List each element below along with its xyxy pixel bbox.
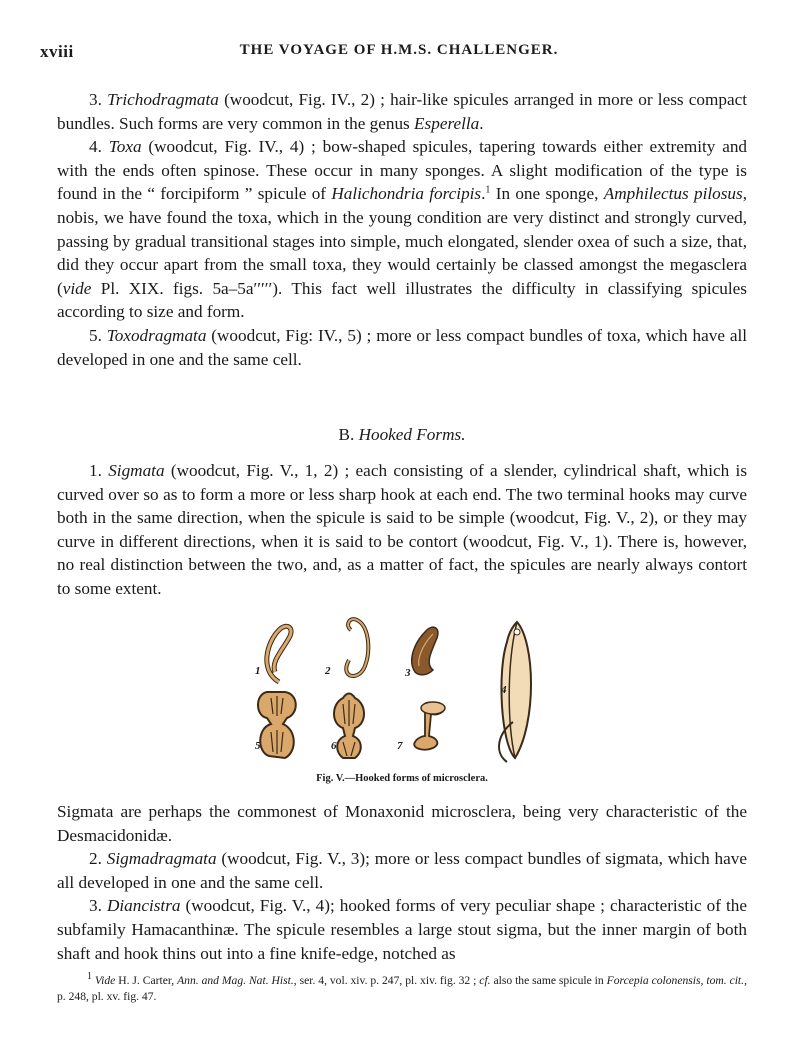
text-block-sigmata xyxy=(57,459,747,601)
paragraph-sigmata: 1. Sigmata (woodcut, Fig. V., 1, 2) ; each consisting of a slender, cylindrical shaft, which is curved over so as to form a more or less sharp hook at each end. The two terminal hooks may curve both in the same direction, when the spicule is said to be simple (woodcut, Fig. V., 2), or they may curve in different directions, when it is said to be contort (woodcut, Fig. V., 1). There is, however, no real distinction between the two, and, as a matter of fact, the spicules are nearly always contort to some extent. xyxy=(57,461,748,598)
paragraph-toxa: 4. Toxa (woodcut, Fig. IV., 4) ; bow-shaped spicules, tapering towards either extremity and with the ends often spinose. These occur in many sponges. A slight modification of the type is found in the “ forcipiform ” spicule of Halichondria forcipis.$^1$ In one sponge, Amphilectus pilosus, nobis, we have found the toxa, which in the young condition are very distinct and strongly curved, passing by gradual transitional stages into simple, much elongated, slender oxea of such a size, that, did they occur apart from the small toxa, they would certainly be classed amongst the megasclera (vide Pl. XIX. figs. 5a–5a′′′′′). This fact well illustrates the difficulty in classifying spicules according to size and form. xyxy=(57,137,748,322)
figure-label-3: 3 xyxy=(405,667,411,679)
figure-label-5: 5 xyxy=(255,740,261,752)
figure-label-2: 2 xyxy=(325,665,331,677)
paragraph-sigmadragmata: 2. Sigmadragmata (woodcut, Fig. V., 3); more or less compact bundles of sigmata, which have all developed in one and the same cell. xyxy=(57,849,747,892)
text-block-toxa xyxy=(57,88,747,371)
figure-label-1: 1 xyxy=(255,665,261,677)
spicule-3 xyxy=(412,627,438,675)
paragraph-trichodragmata: 3. Trichodragmata (woodcut, Fig. IV., 2) ; hair-like spicules arranged in more or less compact bundles. Such forms are very common in the genus Esperella. xyxy=(57,90,748,133)
figure-hooked-forms xyxy=(245,612,555,772)
paragraph-sigmata-continued: Sigmata are perhaps the commonest of Monaxonid microsclera, being very characteristic of the Desmacidonidæ. xyxy=(57,802,747,845)
figure-label-6: 6 xyxy=(331,740,337,752)
running-title: THE VOYAGE OF H.M.S. CHALLENGER. xyxy=(239,42,559,58)
section-heading: B. Hooked Forms. xyxy=(338,425,466,444)
text-block-sigmadragmata xyxy=(57,800,747,965)
paragraph-diancistra: 3. Diancistra (woodcut, Fig. V., 4); hooked forms of very peculiar shape ; characteristic of the subfamily Hamacanthinæ. The spicule resembles a large stout sigma, but the inner margin of both shaft and hook thins out into a fine knife-edge, notched as xyxy=(57,896,748,963)
page-number: xviii xyxy=(40,42,74,61)
running-head xyxy=(40,42,758,66)
figure-label-4: 4 xyxy=(501,684,507,696)
footnote-ref: 1 xyxy=(485,184,491,196)
figure-label-7: 7 xyxy=(397,740,403,752)
footnote: $^1$ Vide H. J. Carter, Ann. and Mag. Nat. Hist., ser. 4, vol. xiv. p. 247, pl. xiv. fig. 32 ; cf. also the same spicule in Forcepia colonensis, tom. cit., p. 248, pl. xv. fig. 47. xyxy=(57,971,747,1003)
figure-caption: Fig. V.—Hooked forms of microsclera. xyxy=(316,773,488,784)
paragraph-toxodragmata: 5. Toxodragmata (woodcut, Fig: IV., 5) ; more or less compact bundles of toxa, which have all developed in one and the same cell. xyxy=(57,325,747,369)
